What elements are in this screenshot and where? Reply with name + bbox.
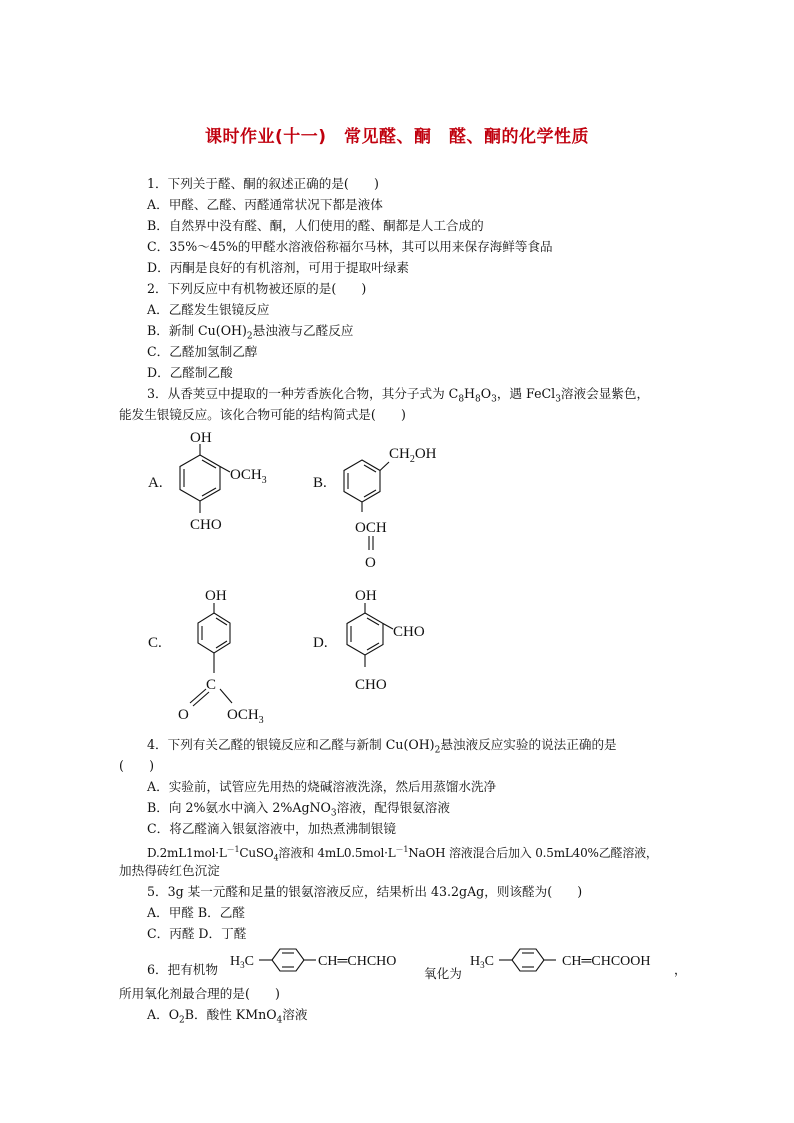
- option-a-label: A.: [148, 475, 163, 491]
- svg-text:H3C: $H_3C$: [230, 954, 254, 970]
- q4-option-d: $D.2mL1mol\cdot L^{-1}CuSO_4$溶液和 $4mL0.5mol\cdot L^{-1}NaOH$ 溶液混合后加入 0.5mL40%乙醛溶液，: [147, 845, 658, 863]
- ester-carbon: C: [206, 677, 217, 693]
- q4-option-a: A．实验前，试管应先用热的烧碱溶液洗涤，然后用蒸馏水洗净: [147, 779, 497, 794]
- option-d-label: D.: [313, 635, 328, 651]
- q4-stem-cont: ( ): [119, 758, 155, 773]
- oh-group: OH: [205, 588, 227, 604]
- benzene-ring: [198, 613, 230, 653]
- oh-group: OH: [190, 430, 212, 446]
- q3-structure-a: [148, 425, 308, 549]
- hydroxymethyl-group: $CH_2OH$: [389, 446, 437, 465]
- carbonyl-oxygen: O: [178, 707, 189, 723]
- q4-option-b: B．向 2%氨水中滴入 2%AgNO$_3$溶液，配得银氨溶液: [147, 800, 450, 819]
- q1-stem: 1．下列关于醛、酮的叙述正确的是( ): [147, 176, 379, 191]
- methoxy-group: $OCH_3$: [227, 707, 264, 726]
- q2-option-c: C．乙醛加氢制乙醇: [147, 344, 258, 359]
- option-b-label: B.: [313, 475, 327, 491]
- carbonyl-oxygen: O: [365, 555, 376, 571]
- q5-options-ab: A．甲醛 B．乙醛: [147, 905, 245, 920]
- q1-option-b: B．自然界中没有醛、酮，人们使用的醛、酮都是人工合成的: [147, 218, 484, 233]
- q2-option-b: B．新制 $Cu(OH)_2$悬浊液与乙醛反应: [147, 323, 354, 342]
- q4-option-d-cont: 加热得砖红色沉淀: [119, 863, 220, 878]
- svg-text:H3C: $H_3C$: [470, 954, 494, 970]
- option-c-label: C.: [148, 635, 162, 651]
- q1-option-c: C．35%～45%的甲醛水溶液俗称福尔马林，其可以用来保存海鲜等食品: [147, 239, 553, 254]
- q3-structure-d: [313, 585, 473, 709]
- svg-text:CH═CHCOOH: CH═CHCOOH: [562, 954, 651, 969]
- q2-stem: 2．下列反应中有机物被还原的是( ): [147, 281, 367, 296]
- q3-stem-line1: 3．从香荚豆中提取的一种芳香族化合物，其分子式为 $C_8H_8O_3$，遇 FeCl$_3$溶液会显紫色，: [147, 386, 650, 405]
- q2-option-a: A．乙醛发生银镜反应: [147, 302, 270, 317]
- q6-product-structure: [470, 945, 680, 989]
- q3-stem-line2: 能发生银镜反应。该化合物可能的结构简式是( ): [119, 407, 406, 422]
- page-title: 课时作业(十一) 常见醛、酮 醛、酮的化学性质: [204, 127, 590, 147]
- methoxy-group: $OCH_3$: [230, 467, 267, 486]
- svg-text:CH═CHCHO: CH═CHCHO: [318, 954, 397, 969]
- benzene-ring: [344, 460, 380, 502]
- aldehyde-group-ortho: CHO: [393, 624, 425, 640]
- q6-comma: ，: [674, 962, 687, 977]
- benzene-ring: [180, 455, 220, 501]
- oh-group: OH: [355, 588, 377, 604]
- q4-option-c: C．将乙醛滴入银氨溶液中，加热煮沸制银镜: [147, 821, 396, 836]
- formate-group: OCH: [355, 520, 387, 536]
- q3-structure-b: [313, 440, 483, 574]
- q6-oxidize-label: 氧化为: [424, 966, 462, 981]
- q1-option-a: A．甲醛、乙醛、丙醛通常状况下都是液体: [147, 197, 383, 212]
- aldehyde-group-para: CHO: [355, 677, 387, 693]
- benzene-ring: [347, 613, 383, 655]
- q5-options-cd: C．丙醛 D．丁醛: [147, 926, 247, 941]
- q1-option-d: D．丙酮是良好的有机溶剂，可用于提取叶绿素: [147, 260, 409, 275]
- q6-stem-pre: 6．把有机物: [147, 962, 218, 977]
- q3-structure-c: [148, 585, 318, 729]
- q2-option-d: D．乙醛制乙酸: [147, 365, 233, 380]
- q6-options-ab: A．$O_2B$．酸性 KMnO$_4$溶液: [147, 1007, 308, 1026]
- aldehyde-group: CHO: [190, 517, 222, 533]
- q6-stem-line2: 所用氧化剂最合理的是( ): [119, 986, 280, 1001]
- q6-reactant-structure: [230, 945, 430, 989]
- q5-stem: 5．3g 某一元醛和足量的银氨溶液反应，结果析出 43.2gAg，则该醛为( ): [147, 884, 583, 899]
- q4-stem: 4．下列有关乙醛的银镜反应和乙醛与新制 $Cu(OH)_2$悬浊液反应实验的说法正确的是: [147, 737, 617, 756]
